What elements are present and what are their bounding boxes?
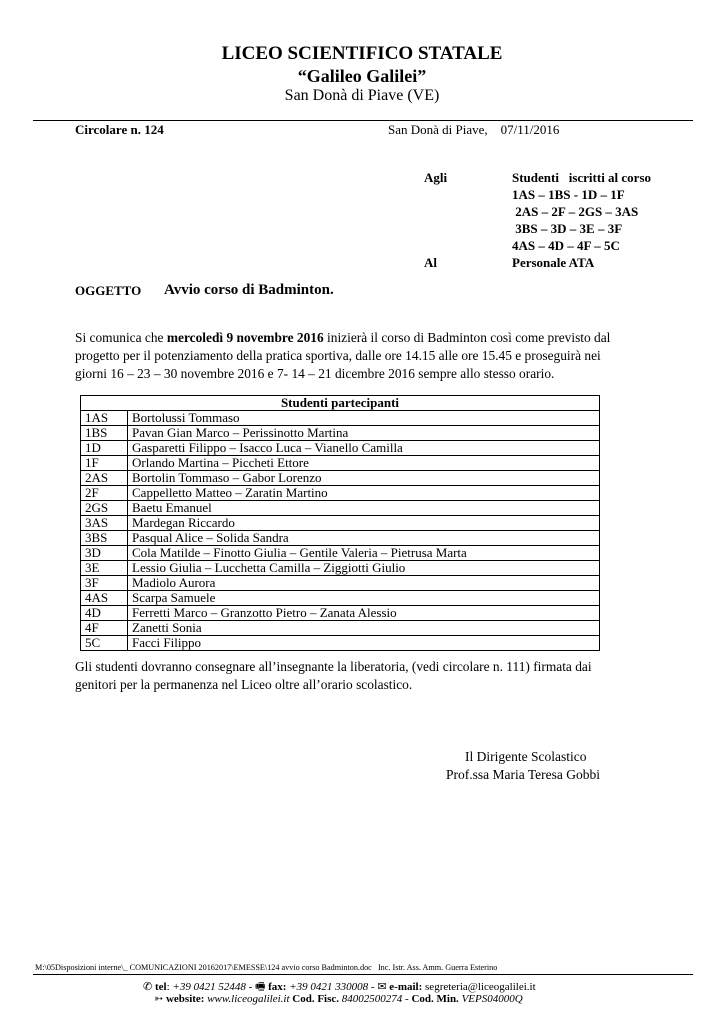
- table-row: [81, 591, 600, 606]
- fax-icon: 🖷: [255, 981, 266, 993]
- table-row: [81, 516, 600, 531]
- students-table-body: [81, 411, 600, 651]
- table-header-row: [81, 396, 600, 411]
- footer-contacts: ✆ tel: +39 0421 52448 - 🖷 fax: +39 0421 330008 - ✉ e-mail: segreteria@liceogalilei.it: [143, 978, 536, 997]
- recipient-line: 2AS – 2F – 2GS – 3AS: [512, 204, 639, 219]
- students-cell: Baetu Emanuel: [128, 501, 600, 516]
- class-cell: 1BS: [81, 426, 128, 441]
- school-subname: “Galileo Galilei”: [297, 66, 427, 86]
- table-row: [81, 501, 600, 516]
- document-path: M:\05Disposizioni interne\_ COMUNICAZIONI 20162017\EMESSE\124 avvio corso Badminton.doc Inc. Istr. Ass. Amm. Guerra Esterino: [35, 963, 498, 972]
- table-row: [81, 606, 600, 621]
- recipients-al-label: Al: [424, 255, 437, 270]
- cf-value: 84002500274: [341, 993, 403, 1005]
- signature-role: Il Dirigente Scolastico: [465, 749, 587, 764]
- class-cell: 3D: [81, 546, 128, 561]
- students-cell: Facci Filippo: [128, 636, 600, 651]
- class-cell: 1D: [81, 441, 128, 456]
- website-link[interactable]: www.liceogalilei.it: [207, 993, 290, 1005]
- phone-icon: ✆: [143, 981, 153, 993]
- subject-label: OGGETTO: [75, 283, 142, 298]
- intro-date-bold: mercoledì 9 novembre 2016: [166, 330, 324, 345]
- mail-icon: ✉: [377, 981, 387, 993]
- students-cell: Cappelletto Matteo – Zaratin Martino: [128, 486, 600, 501]
- place-date: San Donà di Piave, 07/11/2016: [388, 122, 560, 137]
- students-cell: Bortolussi Tommaso: [128, 411, 600, 426]
- table-row: [81, 471, 600, 486]
- students-cell: Scarpa Samuele: [128, 591, 600, 606]
- students-cell: Zanetti Sonia: [128, 621, 600, 636]
- table-row: [81, 621, 600, 636]
- table-row: [81, 531, 600, 546]
- table-row: [81, 576, 600, 591]
- table-row: [81, 561, 600, 576]
- students-cell: Pavan Gian Marco – Perissinotto Martina: [128, 426, 600, 441]
- class-cell: 3BS: [81, 531, 128, 546]
- students-table: [80, 395, 600, 651]
- table-row: [81, 411, 600, 426]
- students-cell: Orlando Martina – Piccheti Ettore: [128, 456, 600, 471]
- table-row: [81, 636, 600, 651]
- recipient-line: Personale ATA: [512, 255, 595, 270]
- recipient-line: 3BS – 3D – 3E – 3F: [512, 221, 623, 236]
- tel-number: +39 0421 52448: [172, 981, 246, 993]
- intro-text-after: inizierà il corso di Badminton così come previsto dal progetto per il potenziamento della pratica sportiva, dalle ore 14.15 alle ore 15.45 e proseguirà nei giorni 16 – 23 – 30 novembre 2016 e 7- 14 – 21 dicembre 2016 sempre allo stesso orario.: [75, 330, 611, 381]
- table-row: [81, 426, 600, 441]
- fax-number: +39 0421 330008: [289, 981, 369, 993]
- table-row: [81, 486, 600, 501]
- recipient-line: 4AS – 4D – 4F – 5C: [512, 238, 620, 253]
- cm-value: VEPS04000Q: [461, 993, 523, 1005]
- circular-number: Circolare n. 124: [75, 122, 164, 137]
- students-cell: Ferretti Marco – Granzotto Pietro – Zanata Alessio: [128, 606, 600, 621]
- class-cell: 1F: [81, 456, 128, 471]
- school-city: San Donà di Piave (VE): [284, 87, 440, 104]
- class-cell: 3F: [81, 576, 128, 591]
- class-cell: 2F: [81, 486, 128, 501]
- students-cell: Cola Matilde – Finotto Giulia – Gentile Valeria – Pietrusa Marta: [128, 546, 600, 561]
- cm-label: Cod. Min.: [411, 993, 459, 1005]
- students-cell: Lessio Giulia – Lucchetta Camilla – Ziggiotti Giulio: [128, 561, 600, 576]
- class-cell: 2GS: [81, 501, 128, 516]
- header-divider: [33, 120, 693, 121]
- globe-icon: ➳: [154, 993, 164, 1005]
- website-label: website:: [165, 993, 205, 1005]
- signature-name: Prof.ssa Maria Teresa Gobbi: [446, 767, 601, 782]
- class-cell: 3AS: [81, 516, 128, 531]
- students-cell: Madiolo Aurora: [128, 576, 600, 591]
- class-cell: 4D: [81, 606, 128, 621]
- intro-text-before: Si comunica che: [75, 330, 167, 345]
- table-row: [81, 546, 600, 561]
- class-cell: 1AS: [81, 411, 128, 426]
- tel-label: tel: [154, 981, 167, 993]
- subject-text: Avvio corso di Badminton.: [164, 282, 334, 298]
- footer-website-codes: ➳ website: www.liceogalilei.it Cod. Fisc. 84002500274 - Cod. Min. VEPS04000Q: [154, 993, 523, 1005]
- table-row: [81, 456, 600, 471]
- table-row: [81, 441, 600, 456]
- students-cell: Pasqual Alice – Solida Sandra: [128, 531, 600, 546]
- class-cell: 4AS: [81, 591, 128, 606]
- intro-paragraph: [75, 329, 635, 383]
- cf-label: Cod. Fisc.: [292, 993, 340, 1005]
- recipients-agli-label: Agli: [424, 170, 448, 185]
- recipient-line: 1AS – 1BS - 1D – 1F: [512, 187, 625, 202]
- school-name: LICEO SCIENTIFICO STATALE: [221, 43, 503, 64]
- class-cell: 2AS: [81, 471, 128, 486]
- closing-paragraph: Gli studenti dovranno consegnare all’insegnante la liberatoria, (vedi circolare n. 111) firmata dai genitori per la permanenza nel Liceo oltre all’orario scolastico.: [75, 659, 592, 692]
- fax-label: fax:: [268, 981, 287, 993]
- students-cell: Gasparetti Filippo – Isacco Luca – Vianello Camilla: [128, 441, 600, 456]
- recipient-line: Studenti iscritti al corso: [512, 170, 652, 185]
- class-cell: 5C: [81, 636, 128, 651]
- class-cell: 4F: [81, 621, 128, 636]
- students-cell: Mardegan Riccardo: [128, 516, 600, 531]
- email-address[interactable]: segreteria@liceogalilei.it: [425, 981, 536, 993]
- table-title: Studenti partecipanti: [81, 396, 600, 411]
- class-cell: 3E: [81, 561, 128, 576]
- students-cell: Bortolin Tommaso – Gabor Lorenzo: [128, 471, 600, 486]
- footer-divider: [33, 974, 693, 975]
- email-label: e-mail:: [389, 981, 423, 993]
